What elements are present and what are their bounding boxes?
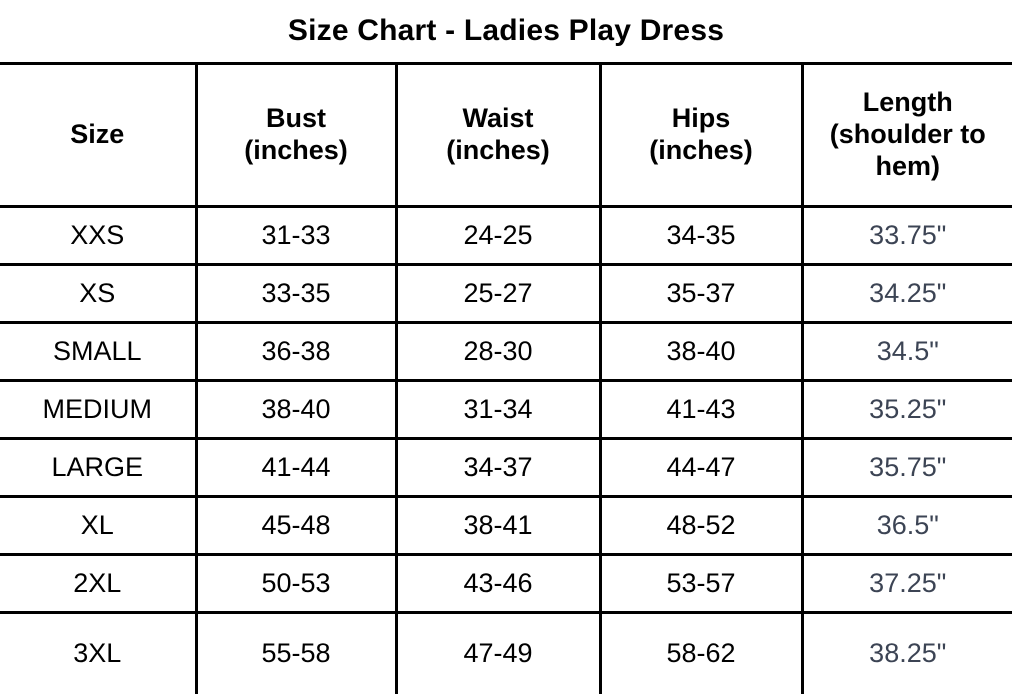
cell-hips: 48-52 (600, 497, 802, 555)
cell-length: 37.25" (802, 555, 1012, 613)
column-header-size-line1: Size (0, 119, 195, 151)
cell-hips: 35-37 (600, 265, 802, 323)
cell-bust: 31-33 (196, 207, 396, 265)
table-row (0, 265, 1012, 323)
cell-bust: 50-53 (196, 555, 396, 613)
table-row (0, 613, 1012, 694)
column-header-bust (196, 64, 396, 207)
cell-bust: 55-58 (196, 613, 396, 694)
cell-length: 35.25" (802, 381, 1012, 439)
cell-bust: 45-48 (196, 497, 396, 555)
cell-bust: 33-35 (196, 265, 396, 323)
cell-hips: 34-35 (600, 207, 802, 265)
cell-size: LARGE (0, 439, 196, 497)
table-row (0, 439, 1012, 497)
cell-waist: 25-27 (396, 265, 600, 323)
cell-size: MEDIUM (0, 381, 196, 439)
column-header-length-line2: (shoulder to hem) (804, 119, 1012, 183)
cell-waist: 24-25 (396, 207, 600, 265)
cell-waist: 47-49 (396, 613, 600, 694)
cell-size: 3XL (0, 613, 196, 694)
column-header-length-line1: Length (804, 87, 1012, 119)
cell-size: XL (0, 497, 196, 555)
table-row (0, 381, 1012, 439)
cell-hips: 53-57 (600, 555, 802, 613)
cell-hips: 38-40 (600, 323, 802, 381)
cell-size: SMALL (0, 323, 196, 381)
column-header-waist-line1: Waist (398, 103, 599, 135)
cell-bust: 41-44 (196, 439, 396, 497)
cell-hips: 44-47 (600, 439, 802, 497)
column-header-bust-line2: (inches) (198, 135, 395, 167)
column-header-waist-line2: (inches) (398, 135, 599, 167)
cell-bust: 38-40 (196, 381, 396, 439)
page-title: Size Chart - Ladies Play Dress (0, 0, 1012, 64)
title-row (0, 0, 1012, 64)
cell-length: 35.75" (802, 439, 1012, 497)
cell-waist: 31-34 (396, 381, 600, 439)
cell-length: 36.5" (802, 497, 1012, 555)
cell-waist: 28-30 (396, 323, 600, 381)
table-row (0, 207, 1012, 265)
column-header-size (0, 64, 196, 207)
column-header-hips (600, 64, 802, 207)
cell-bust: 36-38 (196, 323, 396, 381)
table-row (0, 323, 1012, 381)
cell-size: XS (0, 265, 196, 323)
column-header-length (802, 64, 1012, 207)
table-row (0, 497, 1012, 555)
cell-length: 38.25" (802, 613, 1012, 694)
column-header-bust-line1: Bust (198, 103, 395, 135)
cell-size: XXS (0, 207, 196, 265)
table-row (0, 555, 1012, 613)
cell-length: 34.25" (802, 265, 1012, 323)
table-header-row (0, 64, 1012, 207)
cell-waist: 38-41 (396, 497, 600, 555)
cell-length: 34.5" (802, 323, 1012, 381)
cell-hips: 41-43 (600, 381, 802, 439)
column-header-waist (396, 64, 600, 207)
cell-length: 33.75" (802, 207, 1012, 265)
column-header-hips-line1: Hips (602, 103, 801, 135)
column-header-hips-line2: (inches) (602, 135, 801, 167)
cell-size: 2XL (0, 555, 196, 613)
cell-hips: 58-62 (600, 613, 802, 694)
cell-waist: 43-46 (396, 555, 600, 613)
cell-waist: 34-37 (396, 439, 600, 497)
